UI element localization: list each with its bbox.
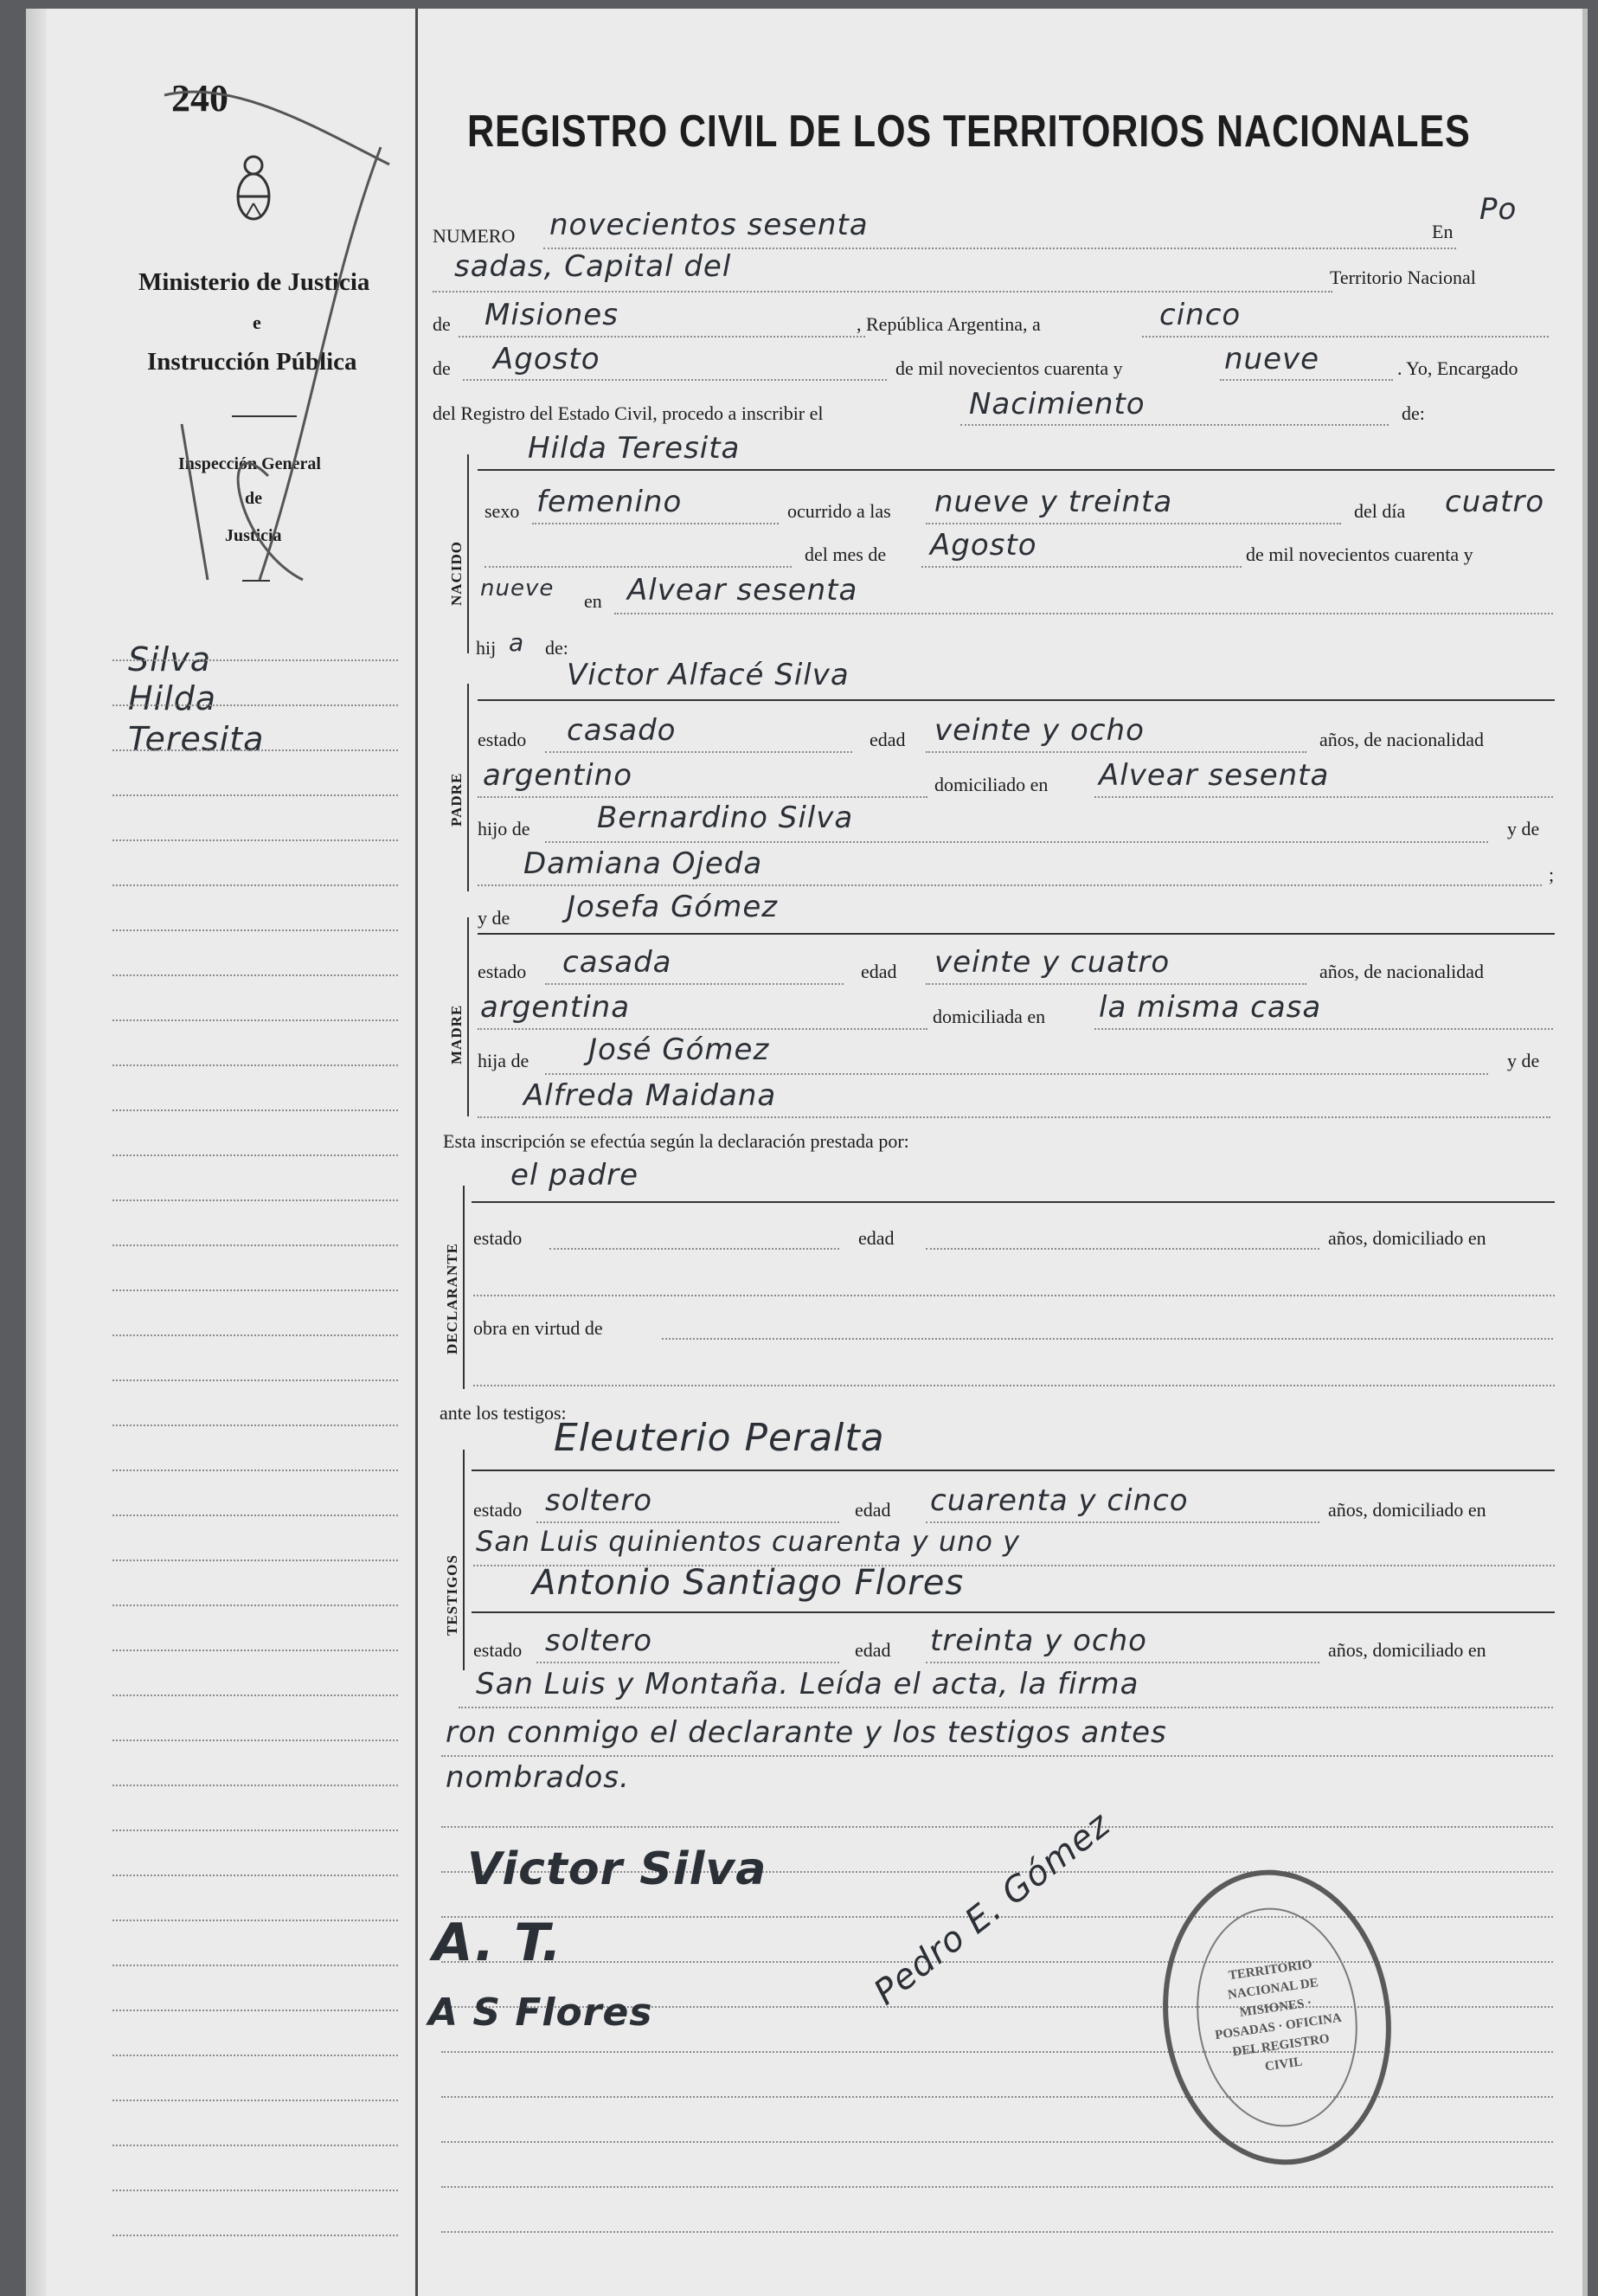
madre-nacionalidad-value: argentina [480,990,631,1025]
nacido-year-label: de mil novecientos cuarenta y [1246,543,1473,565]
margin-rule [112,1380,398,1381]
margin-rule [112,2145,398,2146]
margin-rule [112,1019,398,1021]
margin-rule [112,2010,398,2011]
margin-rule [112,2055,398,2056]
folio-number: 240 [171,77,228,119]
signature-declarante: Victor Silva [467,1843,767,1895]
mes-value: Agosto [930,528,1037,563]
en-label: En [1432,221,1454,242]
madre-domicilio-value: la misma casa [1099,990,1322,1025]
testigos-intro: ante los testigos: [440,1402,567,1424]
margin-rule [112,2235,398,2236]
testigo1-name: Eleuterio Peralta [554,1416,885,1460]
seal-text: TERRITORIO NACIONAL DE MISIONES · POSADAS · OFICINA DEL REGISTRO CIVIL [1214,1957,1343,2074]
dia-value: cuatro [1445,485,1545,519]
margin-rule [112,884,398,886]
sexo-value: femenino [536,485,683,519]
page-binding [26,9,47,2296]
hij-value: a [509,628,525,657]
margin-rule [112,1875,398,1876]
declarante-name: el padre [510,1158,639,1193]
madre-section-label: MADRE [448,1004,465,1064]
madre-anos-label: años, de nacionalidad [1319,961,1484,982]
margin-rule [112,1425,398,1426]
margin-rule [112,1109,398,1111]
signature-rule [441,2186,1553,2188]
official-seal [1144,1855,1409,2179]
declarante-anos-label: años, domiciliado en [1328,1227,1486,1249]
margin-rule [112,794,398,796]
madre-edad-label: edad [861,961,897,982]
signature-witness2: A S Flores [428,1991,653,2035]
nacido-name: Hilda Teresita [528,431,741,466]
madre-estado-label: estado [478,961,527,982]
declarante-edad-label: edad [858,1227,895,1249]
margin-rule [112,2190,398,2191]
numero-value: novecientos sesenta [549,208,869,242]
republica-label: , República Argentina, a [857,313,1041,335]
territorio-label: Territorio Nacional [1330,267,1476,288]
margin-rule [112,1740,398,1741]
margin-rule [112,1289,398,1291]
padre-father-value: Bernardino Silva [597,801,854,835]
madre-name: Josefa Gómez [567,890,779,924]
nacido-year-value: nueve [480,576,555,601]
padre-estado-label: estado [478,729,527,750]
ministry-line2: e [253,312,261,333]
closing-line3: nombrados. [446,1760,630,1795]
time-value: nueve y treinta [934,485,1173,519]
yo-label: . Yo, Encargado [1397,357,1518,379]
madre-y-de2-label: y de [1507,1050,1540,1071]
signature-witness1: A. T. [433,1913,562,1973]
mes-label: del mes de [805,543,887,565]
madre-edad-value: veinte y cuatro [934,945,1171,980]
testigos-section-label: TESTIGOS [444,1554,460,1636]
padre-anos-label: años, de nacionalidad [1319,729,1484,750]
margin-rule [112,659,398,661]
testigo1-edad-label: edad [855,1499,891,1521]
padre-estado-value: casado [567,713,677,748]
testigo2-anos-label: años, domiciliado en [1328,1639,1486,1661]
place-value: sadas, Capital del [454,249,732,284]
margin-rule [112,929,398,931]
padre-domicilio-label: domiciliado en [934,774,1049,795]
margin-rule [112,1244,398,1246]
testigo1-anos-label: años, domiciliado en [1328,1499,1486,1521]
padre-hijo-label: hijo de [478,818,530,839]
margin-rule [112,1335,398,1336]
act-value: Nacimiento [969,387,1146,421]
document-title: REGISTRO CIVIL DE LOS TERRITORIOS NACIONALES [467,106,1471,157]
declarante-section-label: DECLARANTE [444,1242,460,1354]
margin-name-second: Teresita [128,720,265,758]
sexo-label: sexo [485,500,520,522]
year-label: de mil novecientos cuarenta y [895,357,1123,379]
testigo1-estado-value: soltero [545,1483,652,1518]
padre-nacionalidad-value: argentino [483,758,632,793]
margin-rule [112,1560,398,1561]
testigo2-domicilio-value: San Luis y Montaña. Leída el acta, la firma [476,1667,1139,1701]
signature-rule [441,1826,1553,1828]
madre-father-value: José Gómez [588,1032,770,1067]
de3-label: de: [1402,402,1425,424]
margin-rule [112,1199,398,1201]
signature-officer: Pedro E. Gómez [866,1804,1119,2013]
day-value: cinco [1159,298,1242,332]
madre-mother-value: Alfreda Maidana [523,1078,777,1113]
testigo1-edad-value: cuarenta y cinco [930,1483,1189,1518]
padre-edad-value: veinte y ocho [934,713,1145,748]
margin-rule [112,1650,398,1651]
hij-label: hij [476,637,497,659]
en-value: Po [1479,192,1518,227]
testigo2-edad-value: treinta y ocho [930,1624,1147,1658]
registro-label: del Registro del Estado Civil, procedo a inscribir el [433,402,824,424]
margin-rule [112,1154,398,1156]
de-label: de [433,313,451,335]
territory-value: Misiones [485,298,619,332]
margin-rule [112,839,398,841]
testigo2-edad-label: edad [855,1639,891,1661]
testigo1-domicilio-value: San Luis quinientos cuarenta y uno y [476,1525,1021,1558]
document-page [26,9,1588,2296]
closing-line2: ron conmigo el declarante y los testigos antes [446,1715,1167,1750]
ministry-line1: Ministerio de Justicia [138,268,370,296]
padre-y-de-label: y de [1507,818,1540,839]
padre-edad-label: edad [870,729,906,750]
margin-rule [112,1920,398,1921]
signature-rule [441,2096,1553,2098]
margin-scrawl-signature [130,61,424,606]
margin-rule [112,704,398,706]
hij-de-label: de: [545,637,568,659]
inspection-line1: Inspección General [178,454,321,473]
margin-rule [112,974,398,976]
nacido-place-value: Alvear sesenta [627,573,858,608]
padre-domicilio-value: Alvear sesenta [1099,758,1330,793]
testigo1-estado-label: estado [473,1499,523,1521]
inspection-line2: de [245,489,262,508]
declarante-intro: Esta inscripción se efectúa según la declaración prestada por: [443,1130,909,1152]
margin-rule [112,1470,398,1471]
madre-hija-label: hija de [478,1050,529,1071]
madre-domicilio-label: domiciliada en [933,1006,1046,1027]
margin-rule [112,1965,398,1966]
ocurrido-label: ocurrido a las [787,500,891,522]
testigo2-name: Antonio Santiago Flores [532,1563,965,1603]
declarante-estado-label: estado [473,1227,523,1249]
margin-rule [112,749,398,751]
inspection-line3: Justicia [225,526,282,545]
padre-end-mark: ; [1549,864,1555,885]
ministry-line3: Instrucción Pública [147,348,357,376]
padre-section-label: PADRE [448,772,465,826]
nacido-en-label: en [584,590,602,612]
margin-name-first: Hilda [128,679,217,717]
signature-rule [441,2141,1553,2143]
signature-rule [441,2231,1553,2233]
madre-estado-value: casada [562,945,672,980]
nacido-section-label: NACIDO [448,541,465,606]
margin-rule [112,1064,398,1066]
month-value: Agosto [493,342,600,376]
testigo2-estado-value: soltero [545,1624,652,1658]
page-edge [1582,9,1588,2296]
margin-rule [112,1605,398,1606]
padre-mother-value: Damiana Ojeda [523,846,763,881]
margin-rule [112,1695,398,1696]
margin-rule [112,1785,398,1786]
numero-label: NUMERO [433,225,516,247]
margin-name-surname: Silva [128,640,212,679]
padre-name: Victor Alfacé Silva [567,658,850,692]
margin-rule [112,1830,398,1831]
testigo2-estado-label: estado [473,1639,523,1661]
year-value: nueve [1224,342,1320,376]
madre-y-de-label: y de [478,907,510,929]
margin-rule [112,1515,398,1516]
de2-label: de [433,357,451,379]
margin-rule [112,2100,398,2101]
dia-label: del día [1354,500,1406,522]
signature-rule [441,1961,1553,1963]
declarante-obra-label: obra en virtud de [473,1317,603,1339]
